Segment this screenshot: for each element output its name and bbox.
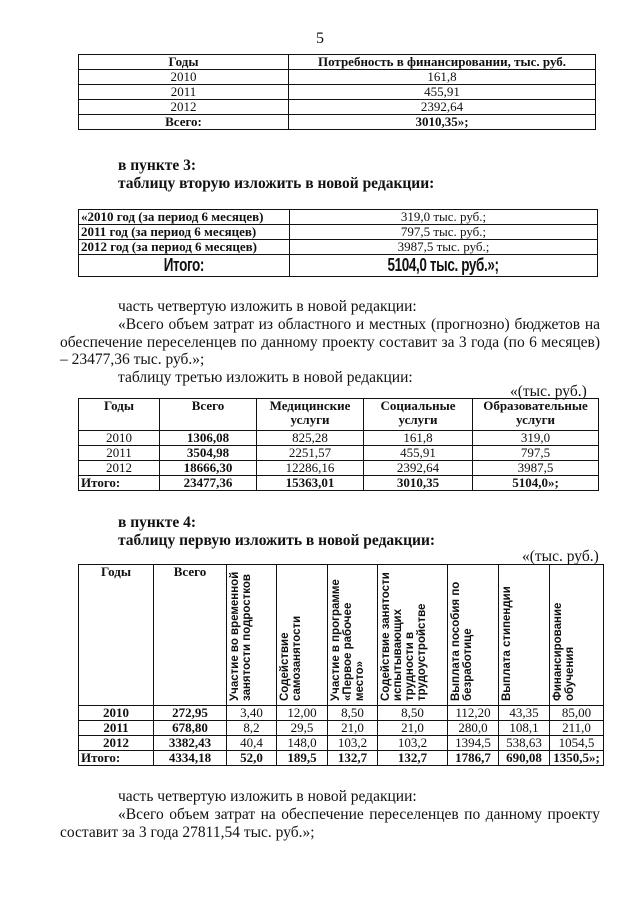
col-header-self-employment: Содействие самозанятости (279, 615, 303, 701)
cell-value: 538,63 (499, 736, 550, 751)
table-row (79, 706, 604, 721)
section3-heading: в пункте 3: (118, 157, 197, 174)
cell-value: 21,0 (378, 721, 448, 736)
col-header-total: Всего (160, 399, 257, 431)
cell-value: 8,50 (378, 706, 448, 721)
cell-value: 189,5 (277, 751, 328, 766)
table-total-row (79, 476, 599, 491)
para1-line1: часть четвертую изложить в новой редакции: (118, 298, 417, 315)
table-row (79, 240, 598, 255)
para1-line3: таблицу третью изложить в новой редакции: (118, 369, 413, 386)
page-number: 5 (316, 30, 324, 47)
cell-year: 2012 (79, 736, 154, 751)
cell-total-label: Итого: (79, 476, 160, 491)
cell-total: 272,95 (154, 706, 227, 721)
cell-value: 2392,64 (289, 100, 596, 115)
para2-line1: часть четвертую изложить в новой редакции: (118, 788, 417, 805)
col-header-training-wrap (550, 565, 604, 706)
cell-education: 5104,0»; (473, 476, 599, 491)
col-header-training: Финансирование обучения (552, 602, 576, 701)
cell-value: 1054,5 (550, 736, 604, 751)
col-header-teen-employment-wrap (227, 565, 277, 706)
cell-value: 103,2 (378, 736, 448, 751)
cell-social: 3010,35 (364, 476, 473, 491)
cell-social: 2392,64 (364, 461, 473, 476)
cell-value: 43,35 (499, 706, 550, 721)
table-header-row (79, 565, 604, 706)
cell-period: 2011 год (за период 6 месяцев) (79, 225, 290, 240)
table-row (79, 70, 596, 85)
col-header-difficult-employment: Содействие занятости испытывающих трудности в трудоустройстве (380, 572, 428, 701)
cell-value: 211,0 (550, 721, 604, 736)
cell-value: 3,40 (227, 706, 277, 721)
cell-value: 3987,5 тыс. руб.; (290, 240, 598, 255)
period-table (78, 209, 598, 277)
cell-value: 12,00 (277, 706, 328, 721)
cell-year: 2012 (79, 461, 160, 476)
cell-value: 797,5 тыс. руб.; (290, 225, 598, 240)
section4-instruction: таблицу первую изложить в новой редакции: (118, 532, 436, 549)
cell-social: 455,91 (364, 446, 473, 461)
table-header-row (79, 399, 599, 431)
cell-period: 2012 год (за период 6 месяцев) (79, 240, 290, 255)
cell-total: 3382,43 (154, 736, 227, 751)
cell-total: 1306,08 (160, 431, 257, 446)
cell-medical: 2251,57 (257, 446, 364, 461)
table-row (79, 100, 596, 115)
col-header-stipend: Выплата стипендии (501, 586, 513, 701)
cell-value: 21,0 (328, 721, 378, 736)
cell-value: 319,0 тыс. руб.; (290, 210, 598, 225)
table-row (79, 736, 604, 751)
cell-total: 3504,98 (160, 446, 257, 461)
col-header-education: Образовательные услуги (473, 399, 599, 431)
cell-education: 319,0 (473, 431, 599, 446)
cell-total-label: Итого: (163, 254, 205, 275)
section4-heading: в пункте 4: (118, 514, 197, 531)
table-row (79, 446, 599, 461)
cell-value: 103,2 (328, 736, 378, 751)
cell-value: 1786,7 (448, 751, 499, 766)
cell-total: 4334,18 (154, 751, 227, 766)
table-row (79, 721, 604, 736)
cell-total: 23477,36 (160, 476, 257, 491)
col-header-medical: Медицинские услуги (257, 399, 364, 431)
col-header-total: Всего (154, 565, 227, 706)
table-row (79, 210, 598, 225)
cell-year: 2010 (79, 706, 154, 721)
cell-total: 18666,30 (160, 461, 257, 476)
col-header-years: Годы (79, 55, 289, 70)
table-total-row (79, 751, 604, 766)
cell-value: 108,1 (499, 721, 550, 736)
employment-costs-table (78, 564, 604, 766)
cell-social: 161,8 (364, 431, 473, 446)
cell-education: 3987,5 (473, 461, 599, 476)
para1-quote: «Всего объем затрат из областного и местных (прогнозно) бюджетов на обеспечение переселенцев по данному проекту составит за 3 года (по 6 месяцев) – 23477,36 тыс. руб.»; (60, 316, 600, 368)
cell-medical: 825,28 (257, 431, 364, 446)
cell-value: 132,7 (328, 751, 378, 766)
cell-value: 161,8 (289, 70, 596, 85)
cell-value: 8,2 (227, 721, 277, 736)
cell-total-value: 3010,35»; (289, 115, 596, 130)
cell-medical: 12286,16 (257, 461, 364, 476)
col-header-funding: Потребность в финансировании, тыс. руб. (289, 55, 596, 70)
costs-by-service-table (78, 398, 599, 491)
col-header-unemployment-benefit-wrap (448, 565, 499, 706)
cell-total-label: Всего: (79, 115, 289, 130)
cell-value: 1394,5 (448, 736, 499, 751)
col-header-first-job: Участие в программе «Первое рабочее место» (330, 579, 366, 701)
cell-total-label-wrap (79, 255, 290, 277)
funding-needs-table (78, 54, 596, 130)
table-total-row (79, 115, 596, 130)
cell-medical: 15363,01 (257, 476, 364, 491)
col-header-unemployment-benefit: Выплата пособия по безработице (450, 581, 474, 701)
cell-year: 2011 (79, 721, 154, 736)
cell-value: 29,5 (277, 721, 328, 736)
col-header-stipend-wrap (499, 565, 550, 706)
cell-value: 455,91 (289, 85, 596, 100)
cell-value: 8,50 (328, 706, 378, 721)
cell-total-label: Итого: (79, 751, 154, 766)
col-header-years: Годы (79, 565, 154, 706)
cell-value: 690,08 (499, 751, 550, 766)
cell-year: 2011 (79, 85, 289, 100)
cell-year: 2011 (79, 446, 160, 461)
cell-value: 132,7 (378, 751, 448, 766)
cell-total-value: 5104,0 тыс. руб.»; (387, 254, 500, 275)
section4-unit: «(тыс. руб.) (522, 548, 599, 565)
col-header-teen-employment: Участие во временной занятости подростков (229, 571, 253, 701)
cell-total: 678,80 (154, 721, 227, 736)
cell-value: 1350,5»; (550, 751, 604, 766)
cell-value: 40,4 (227, 736, 277, 751)
cell-total-value-wrap (290, 255, 598, 277)
table-row (79, 431, 599, 446)
cell-year: 2010 (79, 431, 160, 446)
para1-unit: «(тыс. руб.) (510, 383, 587, 400)
cell-value: 85,00 (550, 706, 604, 721)
cell-value: 112,20 (448, 706, 499, 721)
col-header-first-job-wrap (328, 565, 378, 706)
section3-instruction: таблицу вторую изложить в новой редакции: (118, 175, 435, 192)
cell-value: 280,0 (448, 721, 499, 736)
cell-value: 52,0 (227, 751, 277, 766)
col-header-self-employment-wrap (277, 565, 328, 706)
col-header-years: Годы (79, 399, 160, 431)
cell-value: 148,0 (277, 736, 328, 751)
col-header-difficult-employment-wrap (378, 565, 448, 706)
table-row (79, 85, 596, 100)
cell-education: 797,5 (473, 446, 599, 461)
cell-period: «2010 год (за период 6 месяцев) (79, 210, 290, 225)
table-row (79, 461, 599, 476)
table-total-row (79, 255, 598, 277)
col-header-social: Социальные услуги (364, 399, 473, 431)
table-header-row (79, 55, 596, 70)
table-row (79, 225, 598, 240)
cell-year: 2010 (79, 70, 289, 85)
para2-quote: «Всего объем затрат на обеспечение переселенцев по данному проекту составит за 3 года 27811,54 тыс. руб.»; (60, 806, 600, 841)
cell-year: 2012 (79, 100, 289, 115)
